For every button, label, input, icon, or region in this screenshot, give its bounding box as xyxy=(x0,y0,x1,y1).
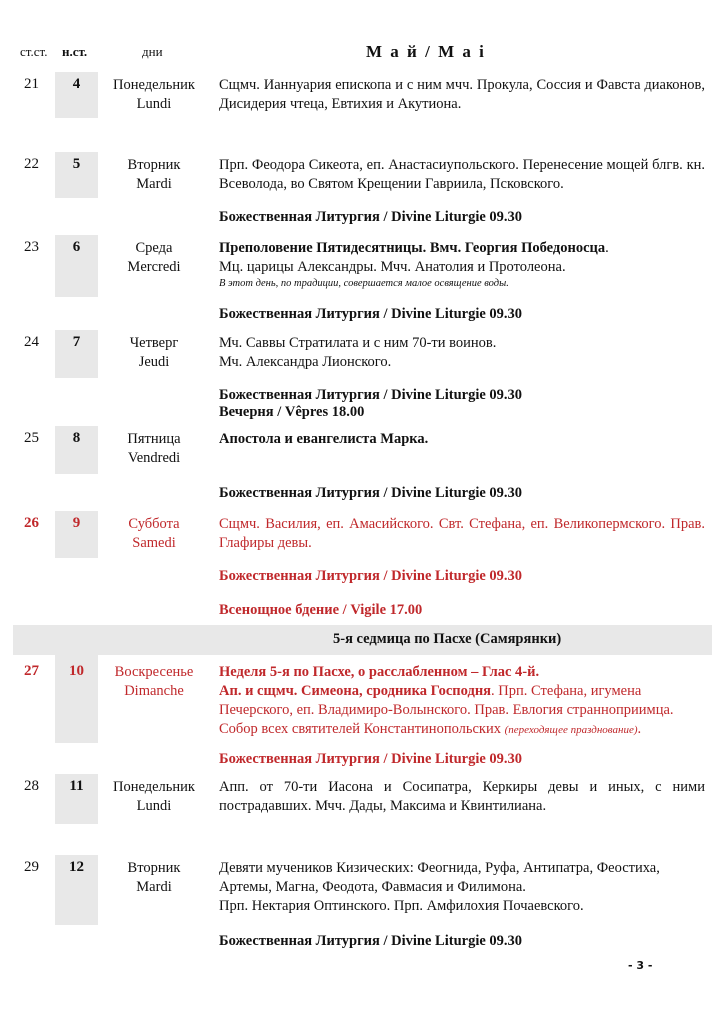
commemoration-text: Апп. от 70-ти Иасона и Сосипатра, Керкиры девы и иных, с ними пострадавших. Мчч. Дады, Максима и Квинтилиана. xyxy=(219,779,705,814)
old-date: 21 xyxy=(24,76,39,92)
header-old-style: ст.ст. xyxy=(20,44,48,59)
weekday: Среда Mercredi xyxy=(127,240,181,275)
commemoration-text: Апостола и евангелиста Марка. xyxy=(219,431,429,447)
commemoration-text: Мч. Саввы Стратилата и с ним 70-ти воинов. Мч. Александра Лионского. xyxy=(219,335,497,370)
new-date: 4 xyxy=(72,76,81,92)
old-date: 29 xyxy=(24,859,39,875)
weekday: Вторник Mardi xyxy=(127,860,181,895)
note: В этот день, по традиции, совершается малое освящение воды. xyxy=(219,278,509,289)
week-banner: 5-я седмица по Пасхе (Самярянки) xyxy=(13,625,712,655)
old-date: 27 xyxy=(24,663,39,679)
weekday: Вторник Mardi xyxy=(127,157,181,192)
weekday: Понедельник Lundi xyxy=(113,77,195,112)
header-days: дни xyxy=(142,44,163,59)
old-date: 22 xyxy=(24,156,39,172)
commemoration-text: Неделя 5-я по Пасхе, о расслабленном – Глас 4-й. Ап. и сщмч. Симеона, сродника Господня. Прп. Стефана, игумена Печерского, еп. Владимиро-Волынского. Прав. Евлогия странноприимца. Собор всех святителей Константинопольских (переходящее празднование). xyxy=(219,664,674,737)
service-time: Божественная Литургия / Divine Liturgie 09.30 xyxy=(219,568,523,584)
service-time: Божественная Литургия / Divine Liturgie 09.30 xyxy=(219,751,523,767)
new-date: 9 xyxy=(72,515,81,531)
commemoration-text: Сщмч. Василия, еп. Амасийского. Свт. Стефана, еп. Великопермского. Прав. Глафиры девы. xyxy=(219,516,705,551)
header-month: М а й / М а і xyxy=(366,42,486,61)
new-date: 8 xyxy=(72,430,81,446)
commemoration-text: Сщмч. Ианнуария епископа и с ним мчч. Прокула, Соссия и Фавста диаконов, Дисидерия чтеца, Евтихия и Акутиона. xyxy=(219,77,705,112)
old-date: 23 xyxy=(24,239,39,255)
new-date: 7 xyxy=(72,334,81,350)
commemoration-text: Прп. Феодора Сикеота, еп. Анастасиупольского. Перенесение мощей блгв. кн. Всеволода, во Святом Крещении Гавриила, Псковского. xyxy=(219,157,705,192)
new-date: 10 xyxy=(69,663,84,679)
service-time: Всенощное бдение / Vigile 17.00 xyxy=(219,602,423,618)
weekday: Воскресенье Dimanche xyxy=(114,664,194,699)
weekday: Четверг Jeudi xyxy=(129,335,179,370)
commemoration-text: Преполовение Пятидесятницы. Вмч. Георгия Победоносца. Мц. царицы Александры. Мчч. Анатолия и Протолеона. В этот день, по традиции, совершается малое освящение воды. xyxy=(219,239,705,291)
weekday: Понедельник Lundi xyxy=(113,779,195,814)
header-new-style: н.ст. xyxy=(62,44,88,59)
weekday: Суббота Samedi xyxy=(128,516,180,551)
service-time: Божественная Литургия / Divine Liturgie 09.30 xyxy=(219,933,523,949)
service-time: Вечерня / Vêpres 18.00 xyxy=(219,404,365,420)
new-date: 11 xyxy=(69,778,84,794)
old-date: 25 xyxy=(24,430,39,446)
service-time: Божественная Литургия / Divine Liturgie 09.30 xyxy=(219,209,523,225)
old-date: 28 xyxy=(24,778,39,794)
service-time: Божественная Литургия / Divine Liturgie 09.30 xyxy=(219,387,523,403)
new-date: 5 xyxy=(72,156,81,172)
page-number: - 3 - xyxy=(628,959,653,972)
service-time: Божественная Литургия / Divine Liturgie 09.30 xyxy=(219,306,523,322)
old-date: 24 xyxy=(24,334,39,350)
service-time: Божественная Литургия / Divine Liturgie 09.30 xyxy=(219,485,523,501)
weekday: Пятница Vendredi xyxy=(127,431,181,466)
old-date: 26 xyxy=(24,515,39,531)
new-date: 6 xyxy=(72,239,81,255)
commemoration-text: Девяти мучеников Кизических: Феогнида, Руфа, Антипатра, Феостиха, Артемы, Магна, Феодота, Фавмасия и Филимона. Прп. Нектария Оптинского. Прп. Амфилохия Почаевского. xyxy=(219,860,660,914)
new-date: 12 xyxy=(69,859,84,875)
